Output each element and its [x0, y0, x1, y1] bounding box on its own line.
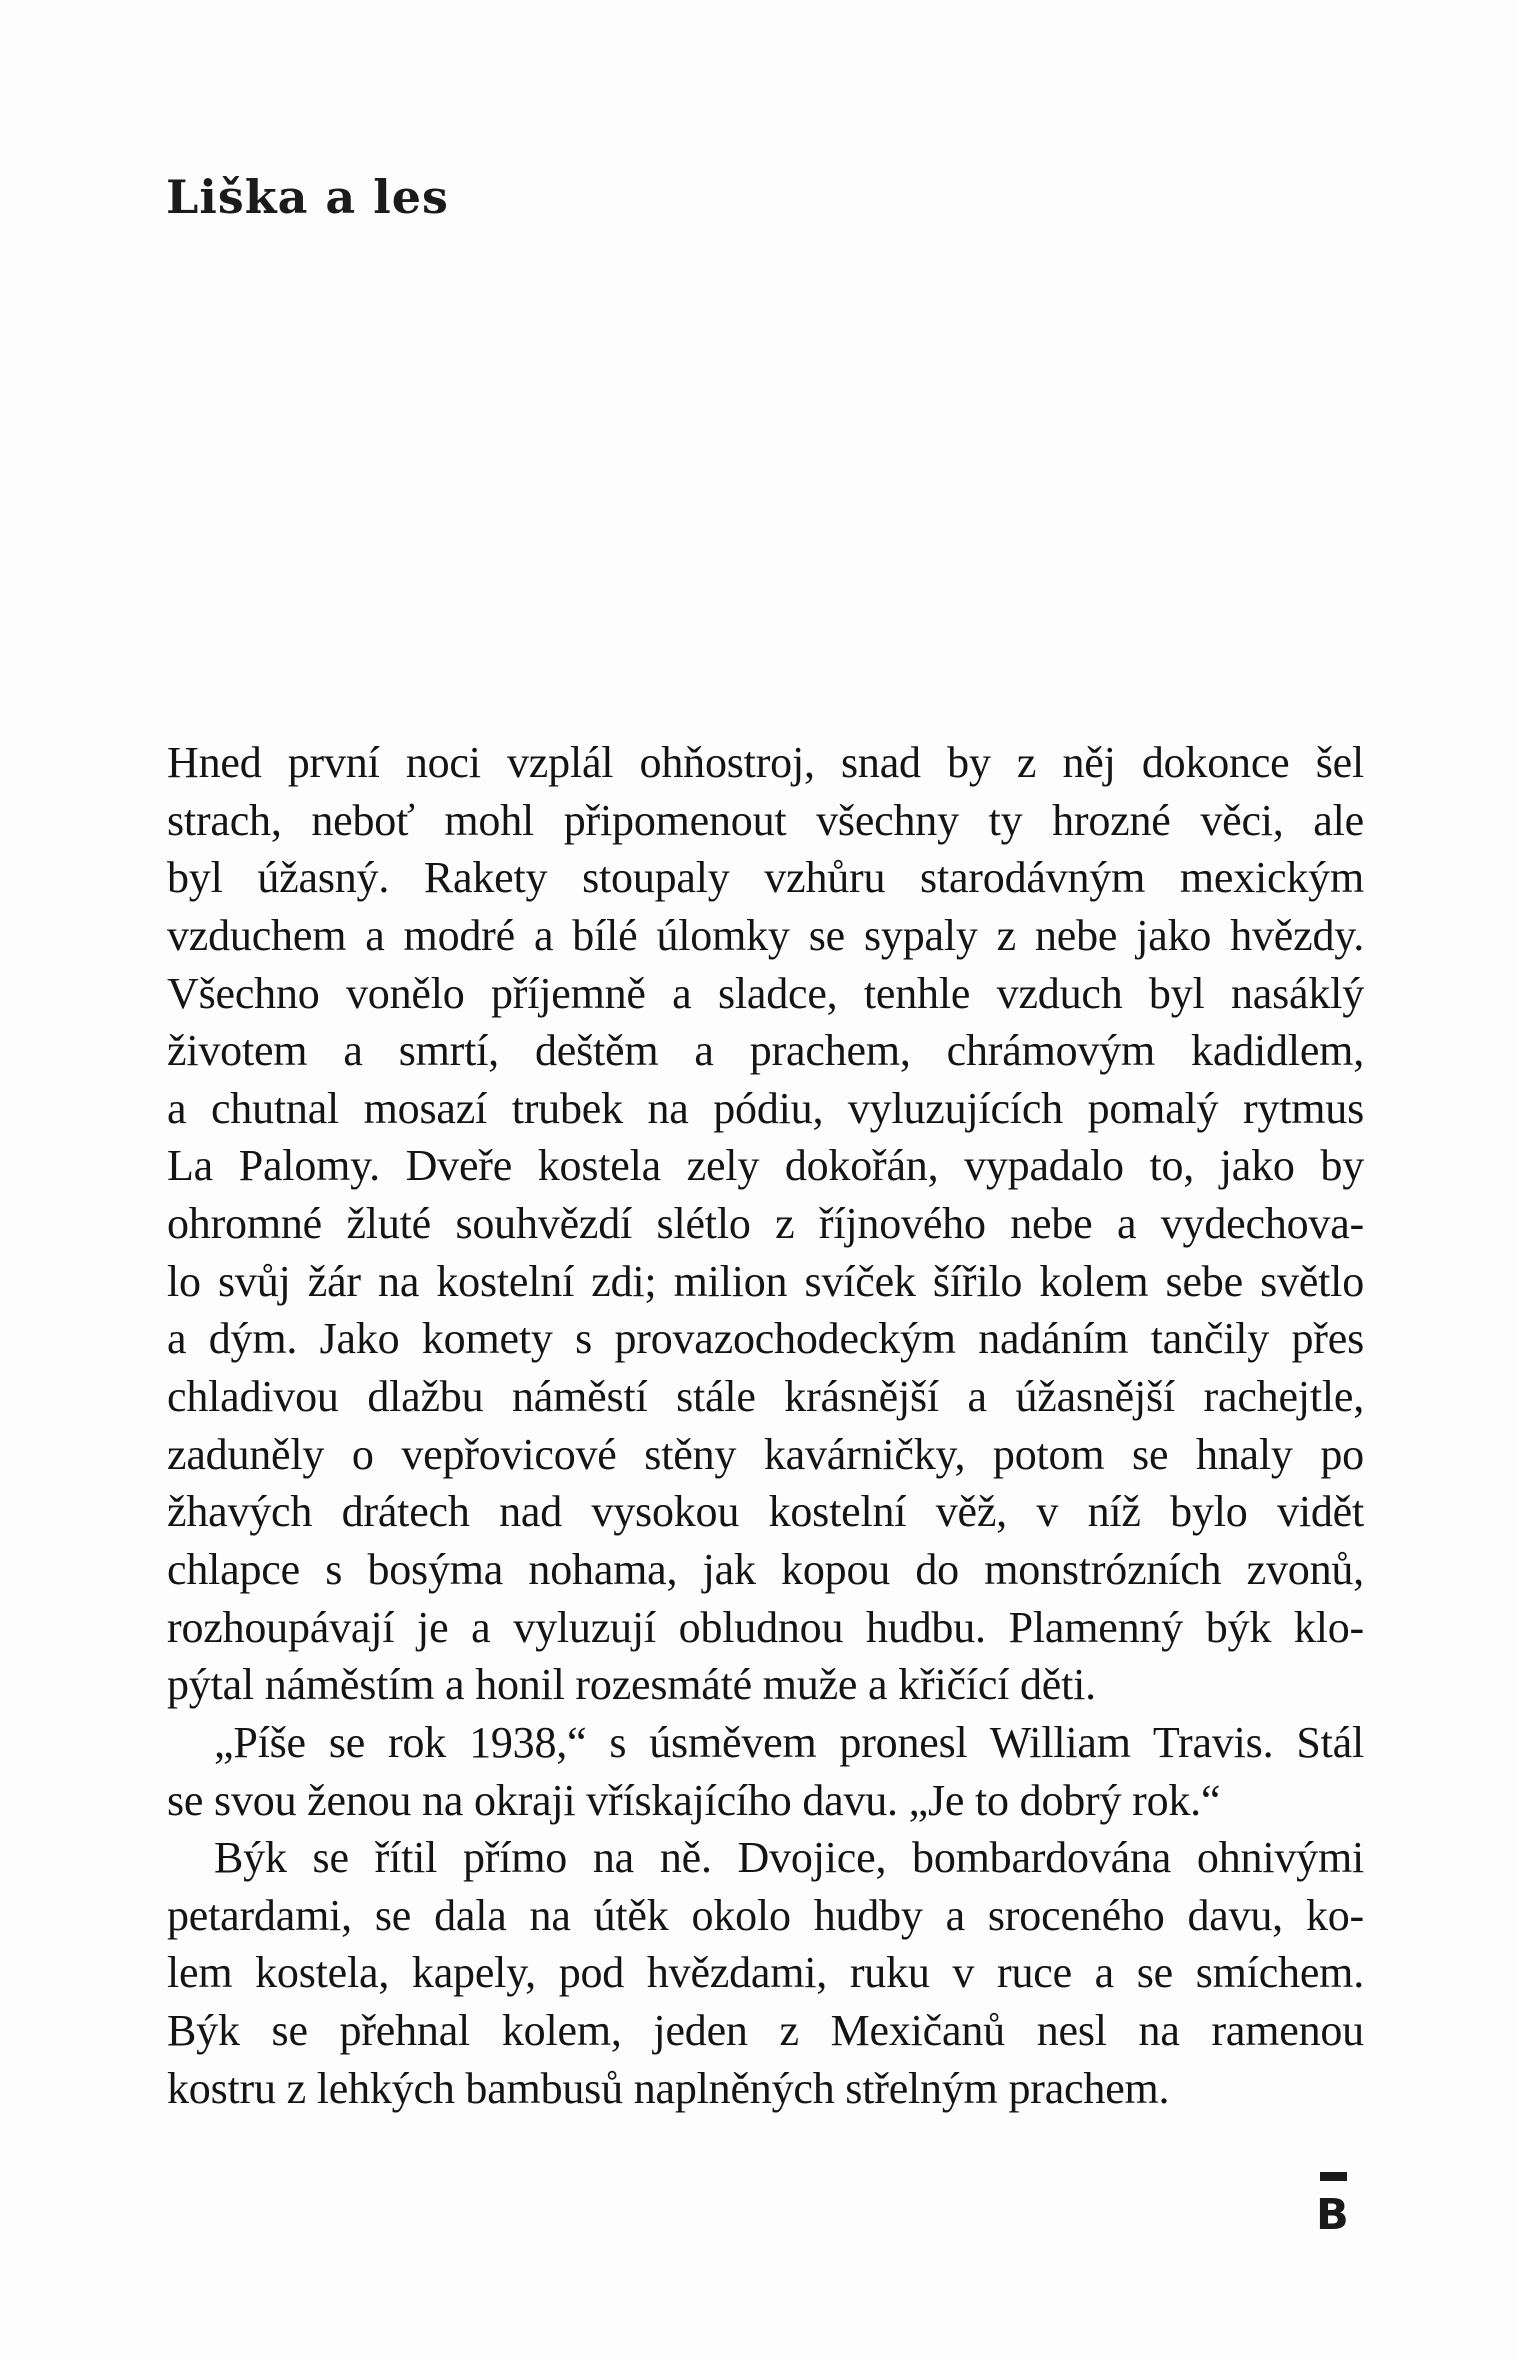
text-line: lo svůj žár na kostelní zdi; milion svíček šířilo kolem sebe světlo	[167, 1256, 1364, 1306]
chapter-title: Liška a les	[166, 170, 449, 224]
text-line: zaduněly o vepřovicové stěny kavárničky, potom se hnaly po	[167, 1429, 1364, 1479]
text-line: La Palomy. Dveře kostela zely dokořán, vypadalo to, jako by	[167, 1141, 1364, 1191]
text-line: se svou ženou na okraji vřískajícího davu. „Je to dobrý rok.“	[167, 1775, 1221, 1825]
logo-letter: B	[1316, 2190, 1349, 2240]
text-line: kostru z lehkých bambusů naplněných střelným prachem.	[167, 2063, 1170, 2113]
text-line: Býk se přehnal kolem, jeden z Mexičanů nesl na ramenou	[167, 2006, 1364, 2056]
text-line: a dým. Jako komety s provazochodeckým nadáním tančily přes	[167, 1314, 1364, 1364]
text-line: vzduchem a modré a bílé úlomky se sypaly z nebe jako hvězdy.	[167, 910, 1364, 960]
body-text	[167, 734, 1364, 2117]
text-line: Býk se řítil přímo na ně. Dvojice, bombardována ohnivými	[214, 1833, 1364, 1883]
text-line: Všechno vonělo příjemně a sladce, tenhle vzduch byl nasáklý	[167, 968, 1364, 1018]
logo-bar-icon	[1320, 2172, 1347, 2181]
text-line: byl úžasný. Rakety stoupaly vzhůru starodávným mexickým	[167, 853, 1364, 903]
text-line: životem a smrtí, deštěm a prachem, chrámovým kadidlem,	[167, 1026, 1364, 1076]
text-line: pýtal náměstím a honil rozesmáté muže a křičící děti.	[167, 1660, 1096, 1710]
text-line: chladivou dlažbu náměstí stále krásnější a úžasnější rachejtle,	[167, 1372, 1364, 1422]
text-line: žhavých drátech nad vysokou kostelní věž, v níž bylo vidět	[167, 1487, 1364, 1537]
text-line: chlapce s bosýma nohama, jak kopou do monstrózních zvonů,	[167, 1544, 1364, 1594]
text-line: ohromné žluté souhvězdí slétlo z říjnového nebe a vydechova-	[167, 1199, 1364, 1249]
publisher-logo	[1316, 2172, 1352, 2244]
text-line: lem kostela, kapely, pod hvězdami, ruku v ruce a se smíchem.	[167, 1948, 1364, 1998]
text-line: rozhoupávají je a vyluzují obludnou hudbu. Plamenný býk klo-	[167, 1602, 1364, 1652]
text-line: Hned první noci vzplál ohňostroj, snad by z něj dokonce šel	[167, 738, 1364, 787]
text-line: „Píše se rok 1938,“ s úsměvem pronesl William Travis. Stál	[214, 1717, 1364, 1767]
text-line: strach, neboť mohl připomenout všechny ty hrozné věci, ale	[167, 795, 1364, 845]
text-line: petardami, se dala na útěk okolo hudby a sroceného davu, ko-	[167, 1890, 1364, 1940]
text-line: a chutnal mosazí trubek na pódiu, vyluzujících pomalý rytmus	[167, 1083, 1364, 1133]
